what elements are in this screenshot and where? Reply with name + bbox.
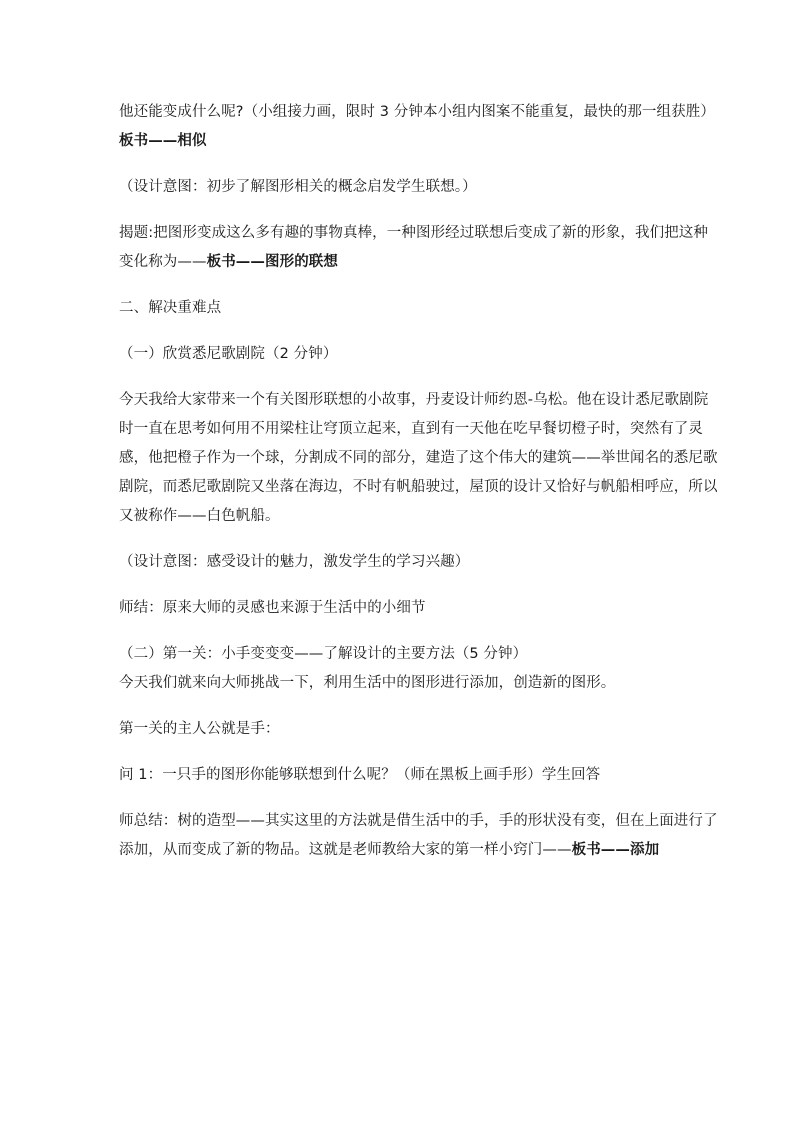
paragraph-text: 师总结：树的造型——其实这里的方法就是借生活中的手，手的形状没有变，但在上面进行了添加，从而变成了新的物品。这就是老师教给大家的第一样小窍门—— xyxy=(119,813,718,858)
teacher-conclusion: 师结：原来大师的灵感也来源于生活中的小细节 xyxy=(119,600,426,616)
board-note-similar: 板书——相似 xyxy=(119,133,207,149)
design-intent-1: （设计意图：初步了解图形相关的概念启发学生联想。） xyxy=(119,179,477,195)
question-1: 问 1：一只手的图形你能够联想到什么呢？（师在黑板上画手形）学生回答 xyxy=(119,767,601,783)
section-heading-key-points: 二、解决重难点 xyxy=(119,300,222,316)
paragraph-story: 今天我给大家带来一个有关图形联想的小故事，丹麦设计师约恩-乌松。他在设计悉尼歌剧院时一直在思考如何用不用梁柱让穹顶立起来，直到有一天他在吃早餐切橙子时，突然有了灵感，他把橙子作为一个球，分割成不同的部分，建造了这个伟大的建筑——举世闻名的悉尼歌剧院，而悉尼歌剧院又坐落在海边，不时有帆船驶过，屋顶的设计又恰好与帆船相呼应，所以又被称作——白色帆船。 xyxy=(119,392,718,524)
board-note-addition: 板书——添加 xyxy=(571,842,660,858)
paragraph-reveal-topic xyxy=(119,219,719,277)
paragraph-text: 揭题:把图形变成这么多有趣的事物真棒，一种图形经过联想后变成了新的形象，我们把这种变化称为—— xyxy=(119,225,708,270)
board-note-association: 板书——图形的联想 xyxy=(206,254,339,270)
design-intent-2: （设计意图：感受设计的魅力，激发学生的学习兴趣） xyxy=(119,554,470,570)
paragraph-challenge: 今天我们就来向大师挑战一下，利用生活中的图形进行添加，创造新的图形。 xyxy=(119,675,616,691)
paragraph-text: 他还能变成什么呢?（小组接力画，限时 3 分钟本小组内图案不能重复，最快的那一组获胜） xyxy=(119,104,715,120)
document-body xyxy=(119,98,719,882)
subheading-sydney-opera: （一）欣赏悉尼歌剧院（2 分钟） xyxy=(119,346,338,362)
paragraph-protagonist: 第一关的主人公就是手： xyxy=(119,721,280,737)
paragraph-group-drawing xyxy=(119,98,719,156)
subheading-level-one: （二）第一关：小手变变变——了解设计的主要方法（5 分钟） xyxy=(119,646,528,662)
teacher-summary xyxy=(119,807,719,865)
